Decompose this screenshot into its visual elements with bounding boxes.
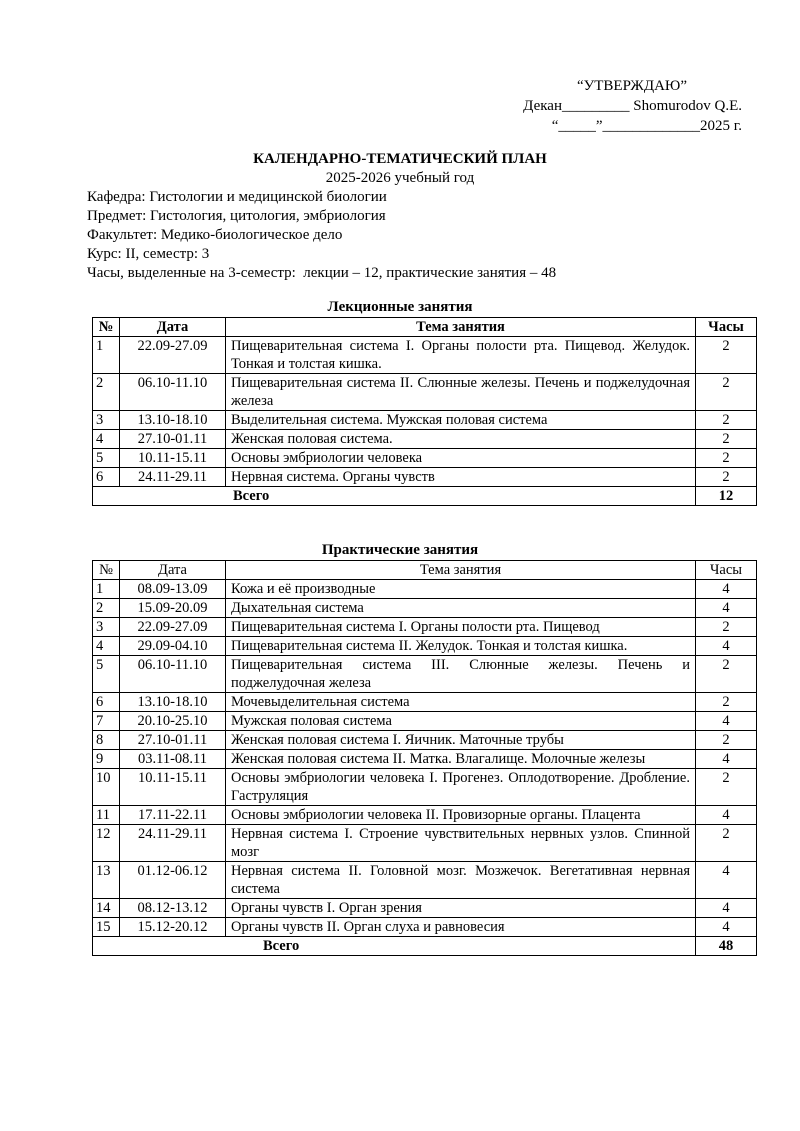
approval-heading: “УТВЕРЖДАЮ” [576, 78, 687, 94]
header-date: Дата [120, 561, 226, 580]
header-date: Дата [120, 318, 226, 337]
row-date: 01.12-06.12 [120, 862, 226, 899]
row-date: 06.10-11.10 [120, 374, 226, 411]
row-topic: Нервная система I. Строение чувствительных нервных узлов. Спинной мозг [226, 825, 696, 862]
row-topic: Основы эмбриологии человека I. Прогенез. Оплодотворение. Дробление. Гаструляция [226, 769, 696, 806]
table-row [93, 693, 757, 712]
table-row [93, 449, 757, 468]
row-topic: Дыхательная система [226, 599, 696, 618]
row-number: 3 [93, 618, 120, 637]
lectures-total-row [93, 487, 757, 506]
table-row [93, 712, 757, 731]
row-topic: Органы чувств I. Орган зрения [226, 899, 696, 918]
academic-year: 2025-2026 учебный год [325, 170, 475, 186]
table-row [93, 918, 757, 937]
table-row [93, 580, 757, 599]
row-number: 1 [93, 337, 120, 374]
row-topic: Пищеварительная система II. Желудок. Тонкая и толстая кишка. [226, 637, 696, 656]
row-hours: 2 [696, 374, 757, 411]
row-number: 5 [93, 656, 120, 693]
row-date: 17.11-22.11 [120, 806, 226, 825]
row-topic: Женская половая система I. Яичник. Маточные трубы [226, 731, 696, 750]
row-topic: Женская половая система. [226, 430, 696, 449]
row-hours: 4 [696, 862, 757, 899]
header-hours: Часы [696, 561, 757, 580]
row-number: 4 [93, 430, 120, 449]
row-date: 08.09-13.09 [120, 580, 226, 599]
table-row [93, 731, 757, 750]
row-topic: Пищеварительная система I. Органы полости рта. Пищевод [226, 618, 696, 637]
row-number: 9 [93, 750, 120, 769]
document-title: КАЛЕНДАРНО-ТЕМАТИЧЕСКИЙ ПЛАН [253, 151, 547, 167]
row-date: 15.09-20.09 [120, 599, 226, 618]
row-hours: 2 [696, 693, 757, 712]
row-hours: 4 [696, 806, 757, 825]
row-hours: 4 [696, 580, 757, 599]
row-hours: 4 [696, 599, 757, 618]
row-date: 06.10-11.10 [120, 656, 226, 693]
row-hours: 2 [696, 825, 757, 862]
row-number: 5 [93, 449, 120, 468]
row-date: 22.09-27.09 [120, 337, 226, 374]
row-hours: 2 [696, 769, 757, 806]
practicals-title: Практические занятия [321, 542, 479, 558]
hours-line: Часы, выделенные на 3-семестр: лекции – 12, практические занятия – 48 [87, 265, 557, 281]
info-block [87, 188, 556, 283]
row-number: 6 [93, 468, 120, 487]
row-topic: Мужская половая система [226, 712, 696, 731]
row-hours: 2 [696, 430, 757, 449]
row-topic: Кожа и её производные [226, 580, 696, 599]
table-row [93, 899, 757, 918]
row-hours: 4 [696, 918, 757, 937]
row-date: 10.11-15.11 [120, 769, 226, 806]
table-row [93, 599, 757, 618]
row-number: 6 [93, 693, 120, 712]
table-row [93, 468, 757, 487]
table-row [93, 825, 757, 862]
row-topic: Основы эмбриологии человека II. Провизорные органы. Плацента [226, 806, 696, 825]
row-date: 13.10-18.10 [120, 693, 226, 712]
row-hours: 4 [696, 899, 757, 918]
table-row [93, 411, 757, 430]
department-line: Кафедра: Гистологии и медицинской биологии [87, 189, 387, 205]
total-hours: 12 [696, 487, 757, 506]
lectures-title: Лекционные занятия [327, 299, 473, 315]
header-hours: Часы [696, 318, 757, 337]
table-header-row [93, 318, 757, 337]
practicals-table [92, 560, 757, 956]
row-hours: 4 [696, 712, 757, 731]
row-topic: Пищеварительная система II. Слюнные железы. Печень и поджелудочная железа [226, 374, 696, 411]
lectures-table [92, 317, 757, 506]
total-label: Всего [93, 937, 696, 956]
row-topic: Основы эмбриологии человека [226, 449, 696, 468]
row-topic: Пищеварительная система I. Органы полости рта. Пищевод. Желудок. Тонкая и толстая кишка. [226, 337, 696, 374]
row-date: 22.09-27.09 [120, 618, 226, 637]
table-row [93, 337, 757, 374]
row-topic: Пищеварительная система III. Слюнные железы. Печень и поджелудочная железа [226, 656, 696, 693]
practicals-total-row [93, 937, 757, 956]
row-date: 13.10-18.10 [120, 411, 226, 430]
table-row [93, 618, 757, 637]
row-number: 10 [93, 769, 120, 806]
row-date: 24.11-29.11 [120, 468, 226, 487]
row-date: 27.10-01.11 [120, 430, 226, 449]
row-topic: Нервная система II. Головной мозг. Мозжечок. Вегетативная нервная система [226, 862, 696, 899]
row-date: 03.11-08.11 [120, 750, 226, 769]
row-topic: Женская половая система II. Матка. Влагалище. Молочные железы [226, 750, 696, 769]
table-row [93, 750, 757, 769]
row-topic: Органы чувств II. Орган слуха и равновесия [226, 918, 696, 937]
row-number: 7 [93, 712, 120, 731]
row-number: 3 [93, 411, 120, 430]
total-label: Всего [93, 487, 696, 506]
row-hours: 2 [696, 656, 757, 693]
row-date: 24.11-29.11 [120, 825, 226, 862]
subject-line: Предмет: Гистология, цитология, эмбриология [87, 208, 386, 224]
row-number: 13 [93, 862, 120, 899]
table-row [93, 862, 757, 899]
approval-dean-line: Декан_________ Shomurodov Q.E. [523, 98, 742, 114]
row-topic: Мочевыделительная система [226, 693, 696, 712]
row-number: 14 [93, 899, 120, 918]
total-hours: 48 [696, 937, 757, 956]
row-number: 8 [93, 731, 120, 750]
row-date: 08.12-13.12 [120, 899, 226, 918]
table-row [93, 806, 757, 825]
table-row [93, 374, 757, 411]
row-topic: Нервная система. Органы чувств [226, 468, 696, 487]
row-date: 15.12-20.12 [120, 918, 226, 937]
table-row [93, 430, 757, 449]
row-date: 29.09-04.10 [120, 637, 226, 656]
row-date: 20.10-25.10 [120, 712, 226, 731]
row-hours: 2 [696, 411, 757, 430]
table-header-row [93, 561, 757, 580]
course-line: Курс: II, семестр: 3 [87, 246, 210, 262]
row-date: 10.11-15.11 [120, 449, 226, 468]
row-number: 2 [93, 599, 120, 618]
row-topic: Выделительная система. Мужская половая система [226, 411, 696, 430]
row-number: 15 [93, 918, 120, 937]
row-hours: 2 [696, 468, 757, 487]
table-row [93, 656, 757, 693]
faculty-line: Факультет: Медико-биологическое дело [87, 227, 343, 243]
row-number: 12 [93, 825, 120, 862]
row-hours: 4 [696, 637, 757, 656]
row-hours: 2 [696, 449, 757, 468]
row-hours: 2 [696, 618, 757, 637]
header-number: № [93, 561, 120, 580]
row-hours: 2 [696, 337, 757, 374]
approval-block [482, 76, 742, 136]
table-row [93, 769, 757, 806]
row-hours: 2 [696, 731, 757, 750]
header-topic: Тема занятия [226, 561, 696, 580]
row-number: 2 [93, 374, 120, 411]
approval-date-line: “_____”_____________2025 г. [551, 118, 742, 134]
header-topic: Тема занятия [226, 318, 696, 337]
row-number: 4 [93, 637, 120, 656]
row-number: 1 [93, 580, 120, 599]
row-hours: 4 [696, 750, 757, 769]
table-row [93, 637, 757, 656]
row-number: 11 [93, 806, 120, 825]
row-date: 27.10-01.11 [120, 731, 226, 750]
header-number: № [93, 318, 120, 337]
